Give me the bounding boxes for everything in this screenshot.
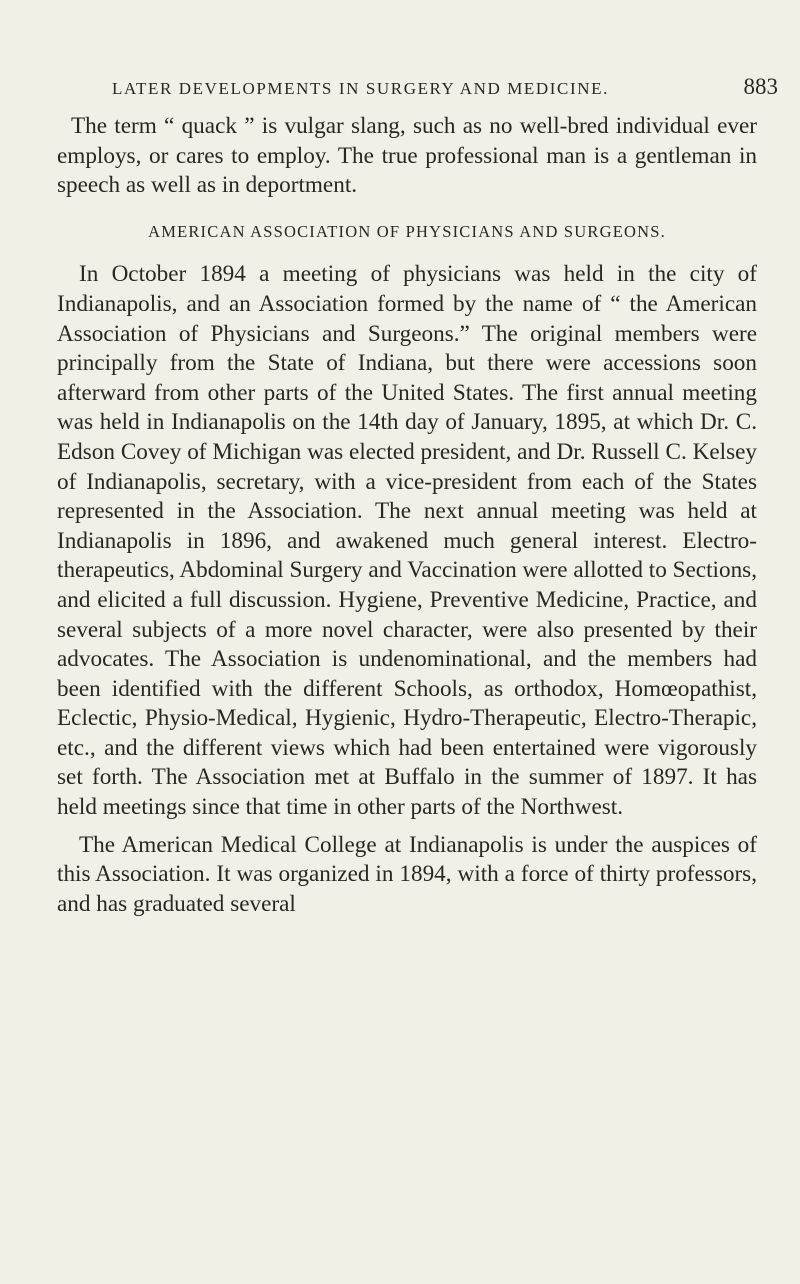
section-heading: AMERICAN ASSOCIATION OF PHYSICIANS AND SURGEONS.: [148, 221, 666, 241]
running-title: LATER DEVELOPMENTS IN SURGERY AND MEDICINE.: [112, 79, 609, 98]
body-text: [57, 112, 757, 919]
paragraph-association-history: In October 1894 a meeting of physicians was held in the city of Indianapolis, and an Association formed by the name of “ the American Association of Physicians and Surgeons.” The original members were principally from the State of Indiana, but there were accessions soon afterward from other parts of the United States. The first annual meeting was held in Indianapolis on the 14th day of January, 1895, at which Dr. C. Edson Covey of Michigan was elected president, and Dr. Russell C. Kelsey of Indianapolis, secretary, with a vice-president from each of the States represented in the Association. The next annual meeting was held at Indianapolis in 1896, and awakened much general interest. Electro-therapeutics, Abdominal Surgery and Vaccination were allotted to Sections, and elicited a full discussion. Hygiene, Preventive Medicine, Practice, and several subjects of a more novel character, were also presented by their advocates. The Association is undenominational, and the members had been identified with the different Schools, as orthodox, Homœopathist, Eclectic, Physio-Medical, Hygienic, Hydro-Therapeutic, Electro-Therapic, etc., and the different views which had been entertained were vigorously set forth. The Association met at Buffalo in the summer of 1897. It has held meetings since that time in other parts of the Northwest.: [57, 261, 757, 821]
running-head: [112, 74, 778, 100]
page-number: 883: [743, 74, 778, 99]
paragraph-quack-term: The term “ quack ” is vulgar slang, such as no well-bred individual ever employs, or cares to employ. The true professional man is a gentleman in speech as well as in deportment.: [57, 113, 757, 199]
paragraph-medical-college: The American Medical College at Indianapolis is under the auspices of this Association. It was organized in 1894, with a force of thirty professors, and has graduated several: [57, 831, 757, 917]
